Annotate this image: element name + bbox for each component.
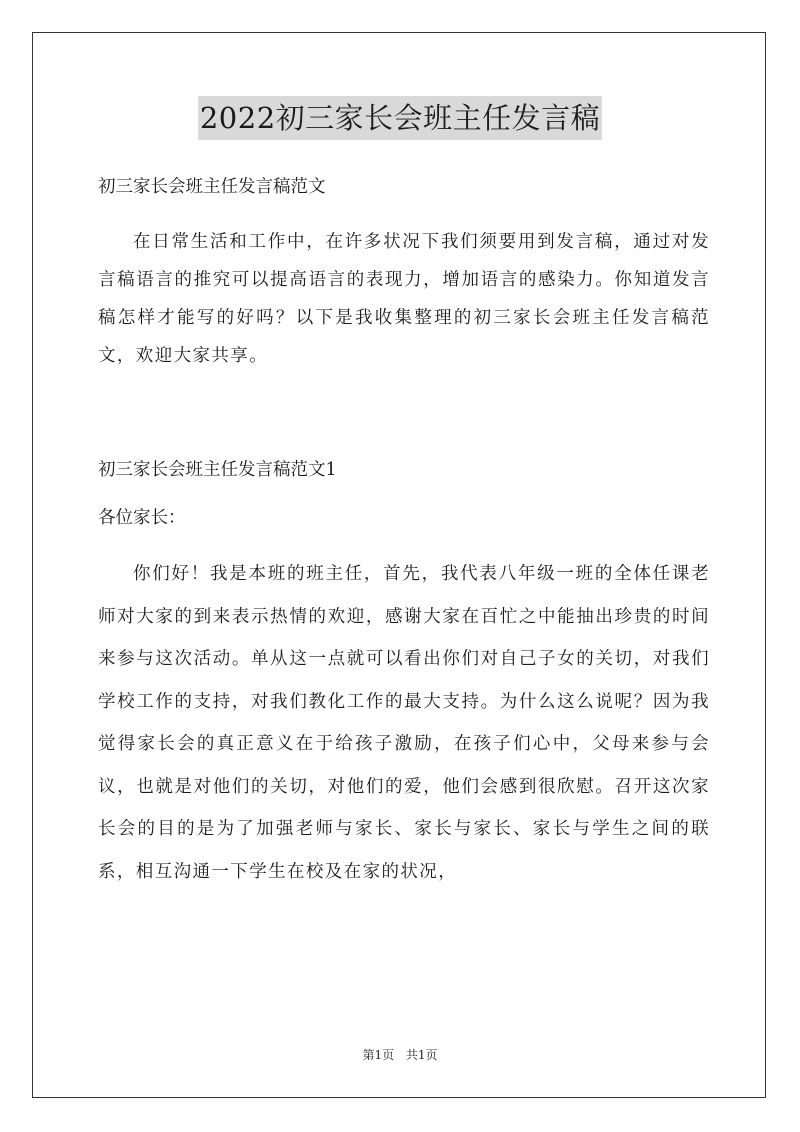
body-paragraph: 你们好！我是本班的班主任，首先，我代表八年级一班的全体任课老师对大家的到来表示热情的欢迎，感谢大家在百忙之中能抽出珍贵的时间来参与这次活动。单从这一点就可以看出你们对自己子女的关切，对我们学校工作的支持，对我们教化工作的最大支持。为什么这么说呢？因为我觉得家长会的真正意义在于给孩子激励，在孩子们心中，父母来参与会议，也就是对他们的关切，对他们的爱，他们会感到很欣慰。召开这次家长会的目的是为了加强老师与家长、家长与家长、家长与学生之间的联系，相互沟通一下学生在校及在家的状况，	[98, 564, 710, 882]
page-footer	[0, 1046, 800, 1063]
greeting: 各位家长：	[98, 508, 186, 528]
section-title: 初三家长会班主任发言稿范文1	[98, 460, 337, 480]
subtitle: 初三家长会班主任发言稿范文	[98, 177, 326, 197]
document-title: 2022初三家长会班主任发言稿	[198, 96, 602, 140]
intro-paragraph: 在日常生活和工作中，在许多状况下我们须要用到发言稿，通过对发言稿语言的推究可以提高语言的表现力，增加语言的感染力。你知道发言稿怎样才能写的好吗？以下是我收集整理的初三家长会班主任发言稿范文，欢迎大家共享。	[98, 232, 710, 366]
document-body	[98, 168, 710, 893]
document-title-wrapper	[0, 96, 800, 145]
page-total: 共1页	[405, 1048, 438, 1062]
page-number: 第1页	[362, 1048, 395, 1062]
